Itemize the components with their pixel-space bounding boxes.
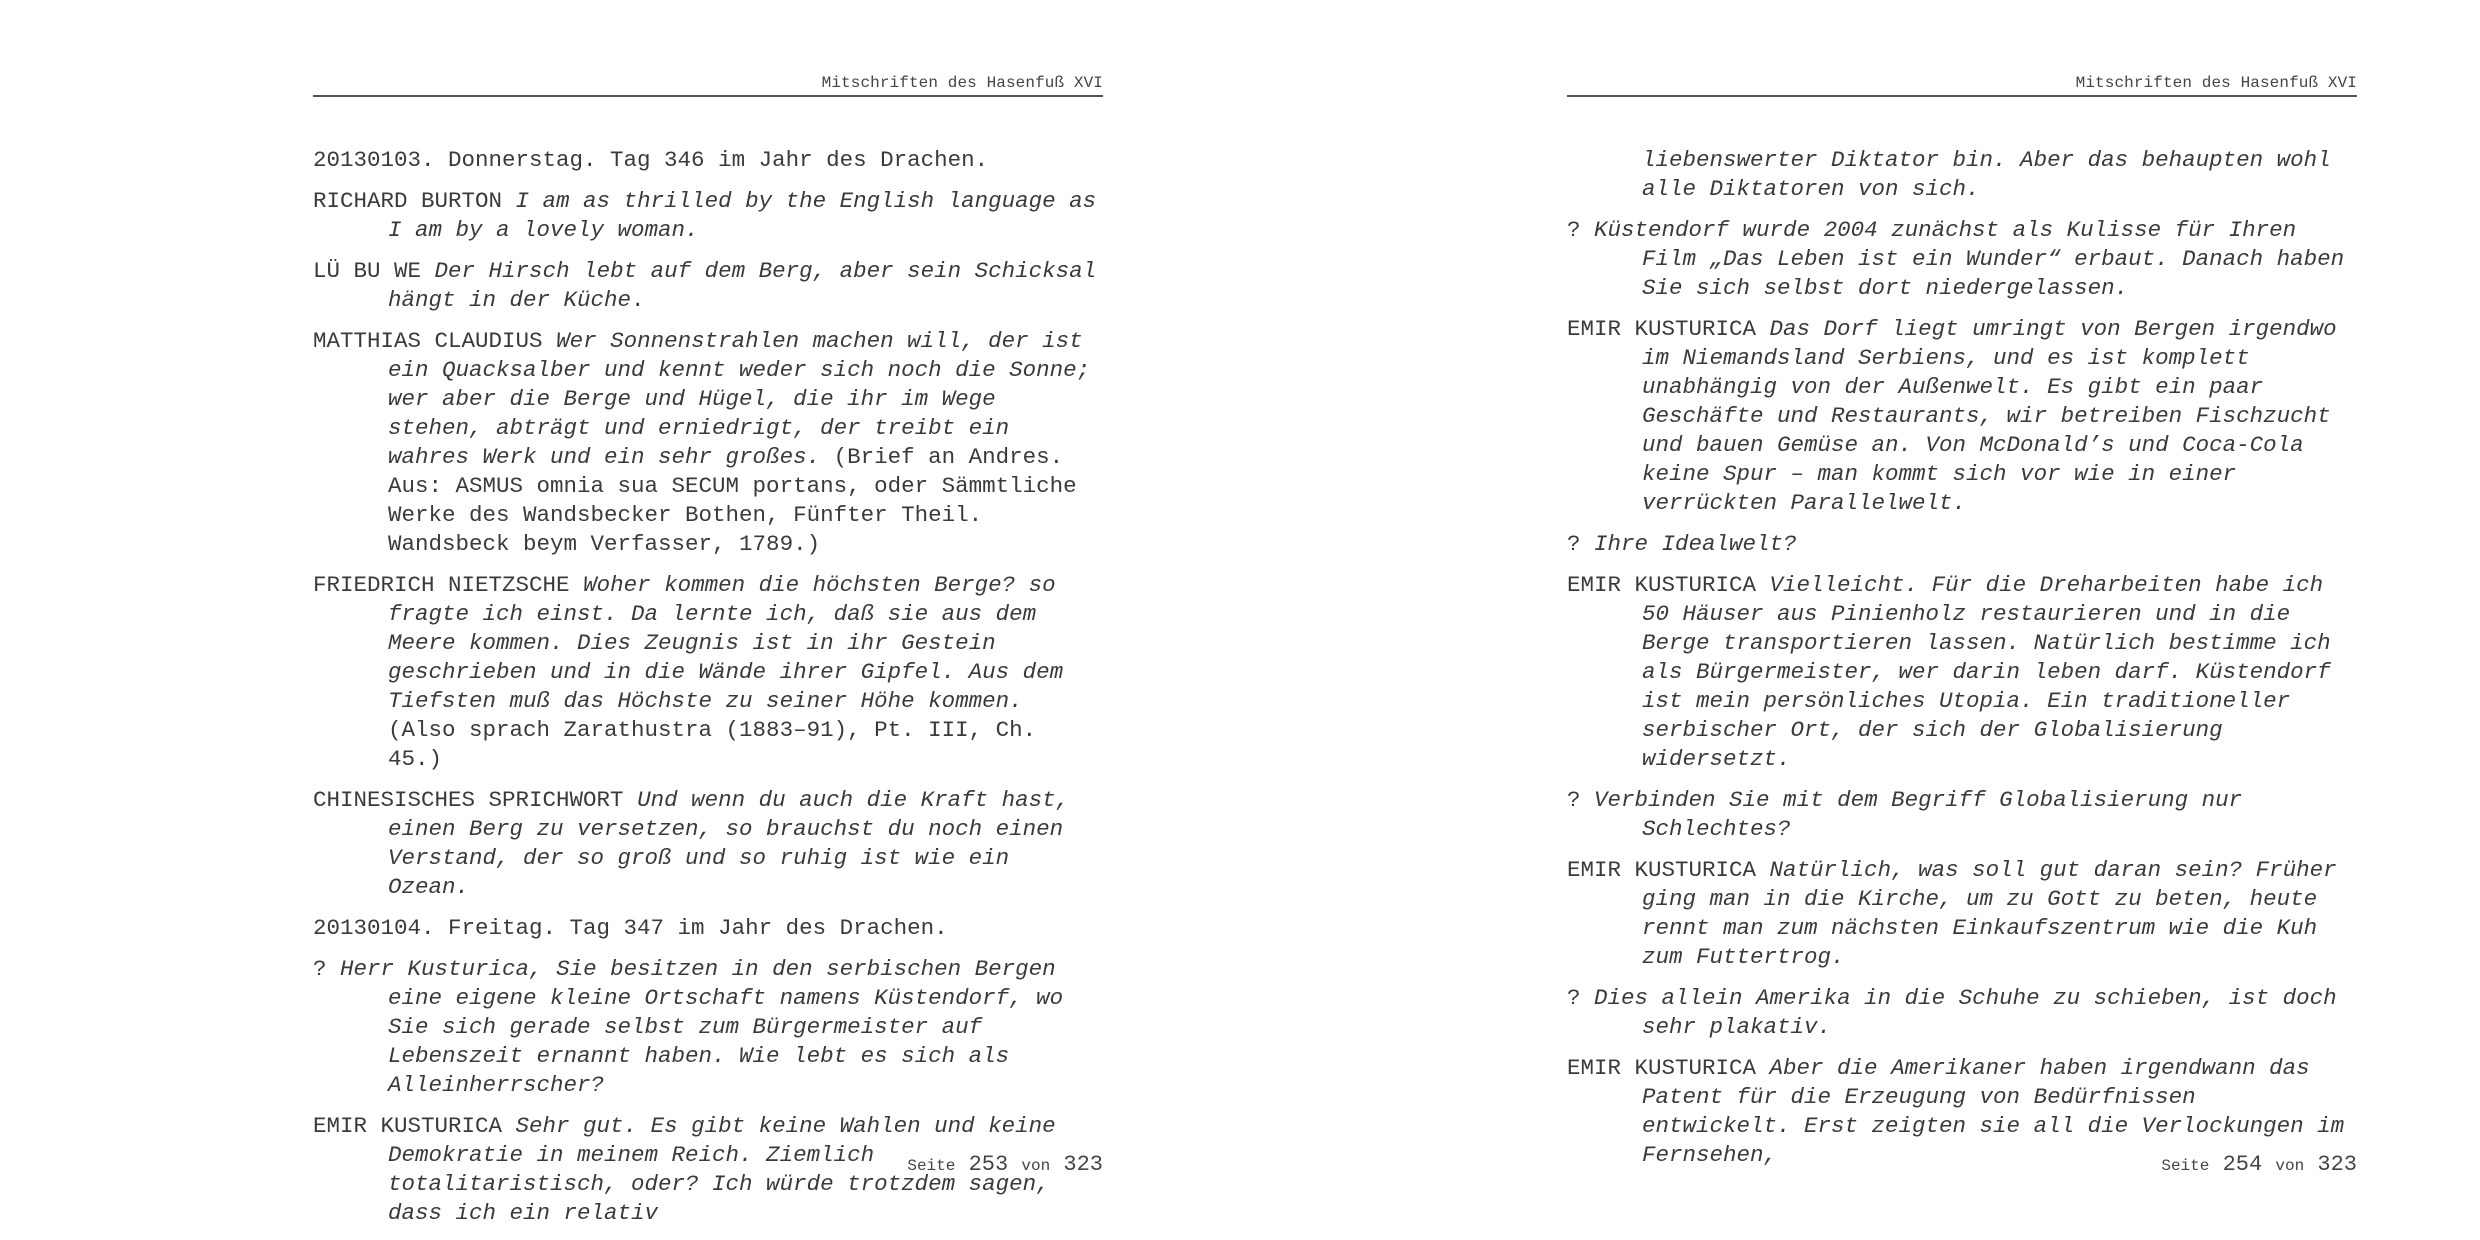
quote-text: Herr Kusturica, Sie besitzen in den serbischen Bergen eine eigene kleine Ortschaft namens Küstendorf, wo Sie sich gerade selbst zum Bürgermeister auf Lebenszeit ernannt haben. Wie lebt es sich als Alleinherrscher? xyxy=(340,956,1064,1098)
quote-text: Wer Sonnenstrahlen machen will, der ist ein Quacksalber und kennt weder sich noch die Sonne; wer aber die Berge und Hügel, die ihr im Wege stehen, abträgt und erniedrigt, der treibt ein wahres Werk und ein sehr großes. xyxy=(388,328,1091,470)
footer-word-of: von xyxy=(2275,1157,2305,1175)
entry xyxy=(313,914,1103,943)
right-page xyxy=(1567,0,2357,1240)
quote-text: Der Hirsch lebt auf dem Berg, aber sein Schicksal hängt in der Küche xyxy=(388,258,1097,313)
header-rule xyxy=(1567,95,2357,97)
page-body xyxy=(313,146,1103,1240)
quote-text: Sehr gut. Es gibt keine Wahlen und keine Demokratie in meinem Reich. Ziemlich totalitaristisch, oder? Ich würde trotzdem sagen, dass ich ein relativ xyxy=(388,1113,1056,1226)
entry xyxy=(1567,856,2357,972)
date-line: 20130103. Donnerstag. Tag 346 im Jahr des Drachen. xyxy=(313,147,989,173)
speaker-name: EMIR KUSTURICA xyxy=(313,1113,503,1139)
speaker-name: ? xyxy=(1567,217,1581,243)
entry xyxy=(1567,216,2357,303)
running-head: Mitschriften des Hasenfuß XVI xyxy=(2075,74,2357,92)
entry xyxy=(1567,146,2357,204)
entry xyxy=(313,571,1103,774)
date-line: 20130104. Freitag. Tag 347 im Jahr des Drachen. xyxy=(313,915,948,941)
speaker-name: CHINESISCHES SPRICHWORT xyxy=(313,787,624,813)
quote-text: Küstendorf wurde 2004 zunächst als Kulisse für Ihren Film „Das Leben ist ein Wunder“ erbaut. Danach haben Sie sich selbst dort niedergelassen. xyxy=(1594,217,2345,301)
speaker-name: EMIR KUSTURICA xyxy=(1567,1055,1757,1081)
speaker-name: LÜ BU WE xyxy=(313,258,422,284)
speaker-name: MATTHIAS CLAUDIUS xyxy=(313,328,543,354)
speaker-name: EMIR KUSTURICA xyxy=(1567,857,1757,883)
entry xyxy=(313,786,1103,902)
speaker-name: EMIR KUSTURICA xyxy=(1567,316,1757,342)
entry xyxy=(1567,984,2357,1042)
entry xyxy=(1567,786,2357,844)
speaker-name: RICHARD BURTON xyxy=(313,188,503,214)
quote-text: Aber die Amerikaner haben irgendwann das Patent für die Erzeugung von Bedürfnissen entwickelt. Erst zeigten sie all die Verlockungen im Fernsehen, xyxy=(1642,1055,2345,1168)
source-note: (Also sprach Zarathustra (1883–91), Pt. III, Ch. 45.) xyxy=(388,717,1037,772)
quote-text: Vielleicht. Für die Dreharbeiten habe ich 50 Häuser aus Pinienholz restaurieren und in die Berge transportieren lassen. Natürlich bestimme ich als Bürgermeister, wer darin leben darf. Küstendorf ist mein persönliches Utopia. Ein traditioneller serbischer Ort, der sich der Globalisierung widersetzt. xyxy=(1642,572,2331,772)
footer-word-of: von xyxy=(1021,1157,1051,1175)
speaker-name: ? xyxy=(1567,985,1581,1011)
source-note: . xyxy=(631,287,645,313)
quote-text: Verbinden Sie mit dem Begriff Globalisierung nur Schlechtes? xyxy=(1594,787,2243,842)
running-head: Mitschriften des Hasenfuß XVI xyxy=(821,74,1103,92)
entry xyxy=(1567,315,2357,518)
entry xyxy=(1567,571,2357,774)
page-footer xyxy=(907,1152,1103,1177)
entry xyxy=(313,146,1103,175)
speaker-name: EMIR KUSTURICA xyxy=(1567,572,1757,598)
source-note: (Brief an Andres. Aus: ASMUS omnia sua SECUM portans, oder Sämmtliche Werke des Wandsbecker Bothen, Fünfter Theil. Wandsbeck beym Verfasser, 1789.) xyxy=(388,444,1077,557)
header-rule xyxy=(313,95,1103,97)
entry xyxy=(313,257,1103,315)
entry xyxy=(313,955,1103,1100)
quote-text: Woher kommen die höchsten Berge? so fragte ich einst. Da lernte ich, daß sie aus dem Meere kommen. Dies Zeugnis ist in ihr Gestein geschrieben und in die Wände ihrer Gipfel. Aus dem Tiefsten muß das Höchste zu seiner Höhe kommen. xyxy=(388,572,1064,714)
quote-text: Natürlich, was soll gut daran sein? Früher ging man in die Kirche, um zu Gott zu beten, heute rennt man zum nächsten Einkaufszentrum wie die Kuh zum Futtertrog. xyxy=(1642,857,2337,970)
quote-text: Ihre Idealwelt? xyxy=(1594,531,1797,557)
entry xyxy=(313,327,1103,559)
page-total: 323 xyxy=(2317,1152,2357,1177)
page-footer xyxy=(2161,1152,2357,1177)
left-page xyxy=(313,0,1103,1240)
speaker-name: ? xyxy=(1567,531,1581,557)
speaker-name: ? xyxy=(1567,787,1581,813)
speaker-name: ? xyxy=(313,956,327,982)
page-total: 323 xyxy=(1063,1152,1103,1177)
quote-text: Das Dorf liegt umringt von Bergen irgendwo im Niemandsland Serbiens, und es ist komplett unabhängig von der Außenwelt. Es gibt ein paar Geschäfte und Restaurants, wir betreiben Fischzucht und bauen Gemüse an. Von McDonald’s und Coca-Cola keine Spur – man kommt sich vor wie in einer verrückten Parallelwelt. xyxy=(1642,316,2337,516)
footer-word-page: Seite xyxy=(907,1157,956,1175)
quote-text: I am as thrilled by the English language as I am by a lovely woman. xyxy=(388,188,1097,243)
quote-text: Und wenn du auch die Kraft hast, einen Berg zu versetzen, so brauchst du noch einen Verstand, der so groß und so ruhig ist wie ein Ozean. xyxy=(388,787,1070,900)
quote-continuation: liebenswerter Diktator bin. Aber das behaupten wohl alle Diktatoren von sich. xyxy=(1642,147,2331,202)
page-number: 253 xyxy=(968,1152,1009,1177)
speaker-name: FRIEDRICH NIETZSCHE xyxy=(313,572,570,598)
entry xyxy=(313,187,1103,245)
quote-text: Dies allein Amerika in die Schuhe zu schieben, ist doch sehr plakativ. xyxy=(1594,985,2337,1040)
entry xyxy=(1567,530,2357,559)
footer-word-page: Seite xyxy=(2161,1157,2210,1175)
page-number: 254 xyxy=(2222,1152,2263,1177)
page-body xyxy=(1567,146,2357,1182)
